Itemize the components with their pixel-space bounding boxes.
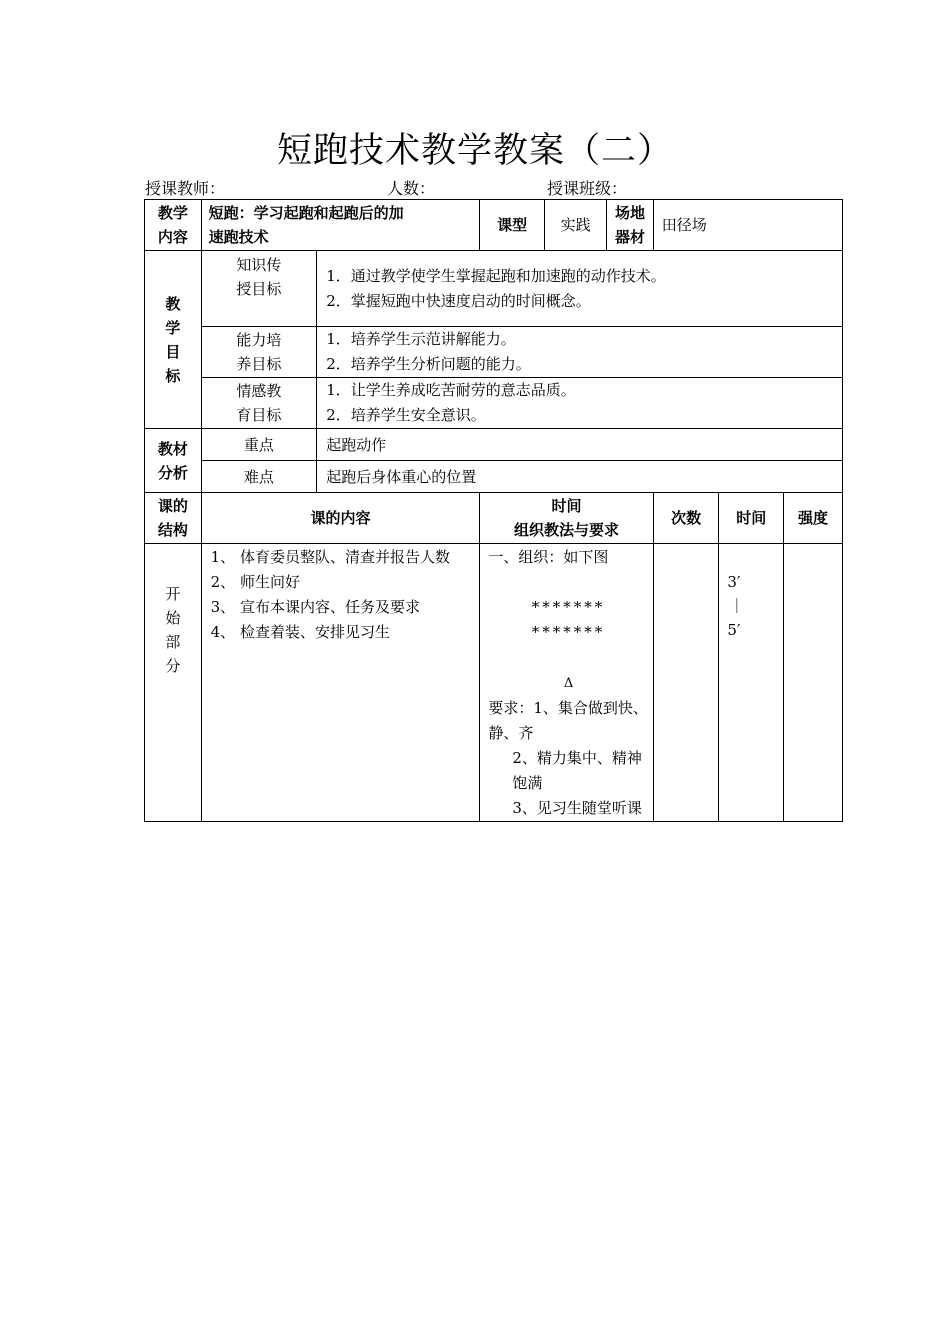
knowledge-goal-label: 知识传 授目标 (201, 251, 317, 327)
duration-separator: ｜ (729, 597, 745, 615)
difficult-point-label: 难点 (201, 461, 317, 493)
organization-method (480, 544, 653, 822)
ability-goal-label: 能力培 养目标 (201, 327, 317, 378)
list-item: 3、 宣布本课内容、任务及要求 (210, 598, 420, 616)
intensity-header: 强度 (784, 493, 843, 544)
student-count-label: 人数： (387, 179, 436, 198)
knowledge-goal-row (145, 251, 843, 327)
start-section-label: 开 始 部 分 (145, 544, 202, 822)
key-point-row (145, 429, 843, 461)
page-title: 短跑技术教学教案（二） (276, 131, 673, 171)
duration-end: 5′ (727, 621, 741, 639)
requirement-item: 3、见习生随堂听课 (512, 799, 642, 817)
start-intensity-cell (784, 544, 843, 822)
organization-title: 一、组织：如下图 (488, 548, 609, 566)
teaching-goals-label: 教 学 目 标 (145, 251, 202, 429)
key-point-value: 起跑动作 (317, 429, 843, 461)
material-analysis-label: 教材 分析 (145, 429, 202, 493)
ability-goal-items: 1．培养学生示范讲解能力。 2．培养学生分析问题的能力。 (317, 327, 843, 378)
teaching-content-label: 教学 内容 (145, 200, 202, 251)
formation-row-1: ******* (531, 598, 606, 616)
venue-value: 田径场 (653, 200, 842, 251)
times-header: 次数 (653, 493, 719, 544)
structure-header-row (145, 493, 843, 544)
lesson-plan-table (144, 199, 843, 822)
structure-header: 课的 结构 (145, 493, 202, 544)
method-header: 时间 组织教法与要求 (480, 493, 653, 544)
teaching-content-value: 短跑：学习起跑和起跑后的加 速跑技术 (201, 200, 480, 251)
venue-label: 场地 器材 (607, 200, 653, 251)
emotion-goal-row (145, 378, 843, 429)
start-times-cell (653, 544, 719, 822)
difficult-point-row (145, 461, 843, 493)
ability-goal-row (145, 327, 843, 378)
list-item: 2、 师生问好 (210, 573, 300, 591)
requirement-item: 要求：1、集合做到快、静、齐 (488, 699, 648, 742)
duration-start: 3′ (727, 573, 741, 591)
lesson-type-label: 课型 (480, 200, 545, 251)
emotion-goal-items: 1．让学生养成吃苦耐劳的意志品质。 2．培养学生安全意识。 (317, 378, 843, 429)
start-duration-cell (719, 544, 784, 822)
requirement-item: 2、精力集中、精神饱满 (512, 749, 642, 792)
list-item: 1、 体育委员整队、清查并报告人数 (210, 548, 450, 566)
formation-row-2: ******* (531, 623, 606, 641)
duration-header: 时间 (719, 493, 784, 544)
teacher-position-mark: Δ (563, 676, 574, 691)
content-header: 课的内容 (201, 493, 480, 544)
lesson-type-value: 实践 (544, 200, 606, 251)
emotion-goal-label: 情感教 育目标 (201, 378, 317, 429)
list-item: 4、 检查着装、安排见习生 (210, 623, 390, 641)
teaching-content-row (145, 200, 843, 251)
teacher-label: 授课教师： (145, 179, 226, 198)
start-section-row (145, 544, 843, 822)
start-content-list (201, 544, 480, 822)
class-label: 授课班级： (547, 179, 628, 198)
key-point-label: 重点 (201, 429, 317, 461)
difficult-point-value: 起跑后身体重心的位置 (317, 461, 843, 493)
knowledge-goal-items: 1．通过教学使学生掌握起跑和加速跑的动作技术。 2．掌握短跑中快速度启动的时间概念。 (317, 251, 843, 327)
